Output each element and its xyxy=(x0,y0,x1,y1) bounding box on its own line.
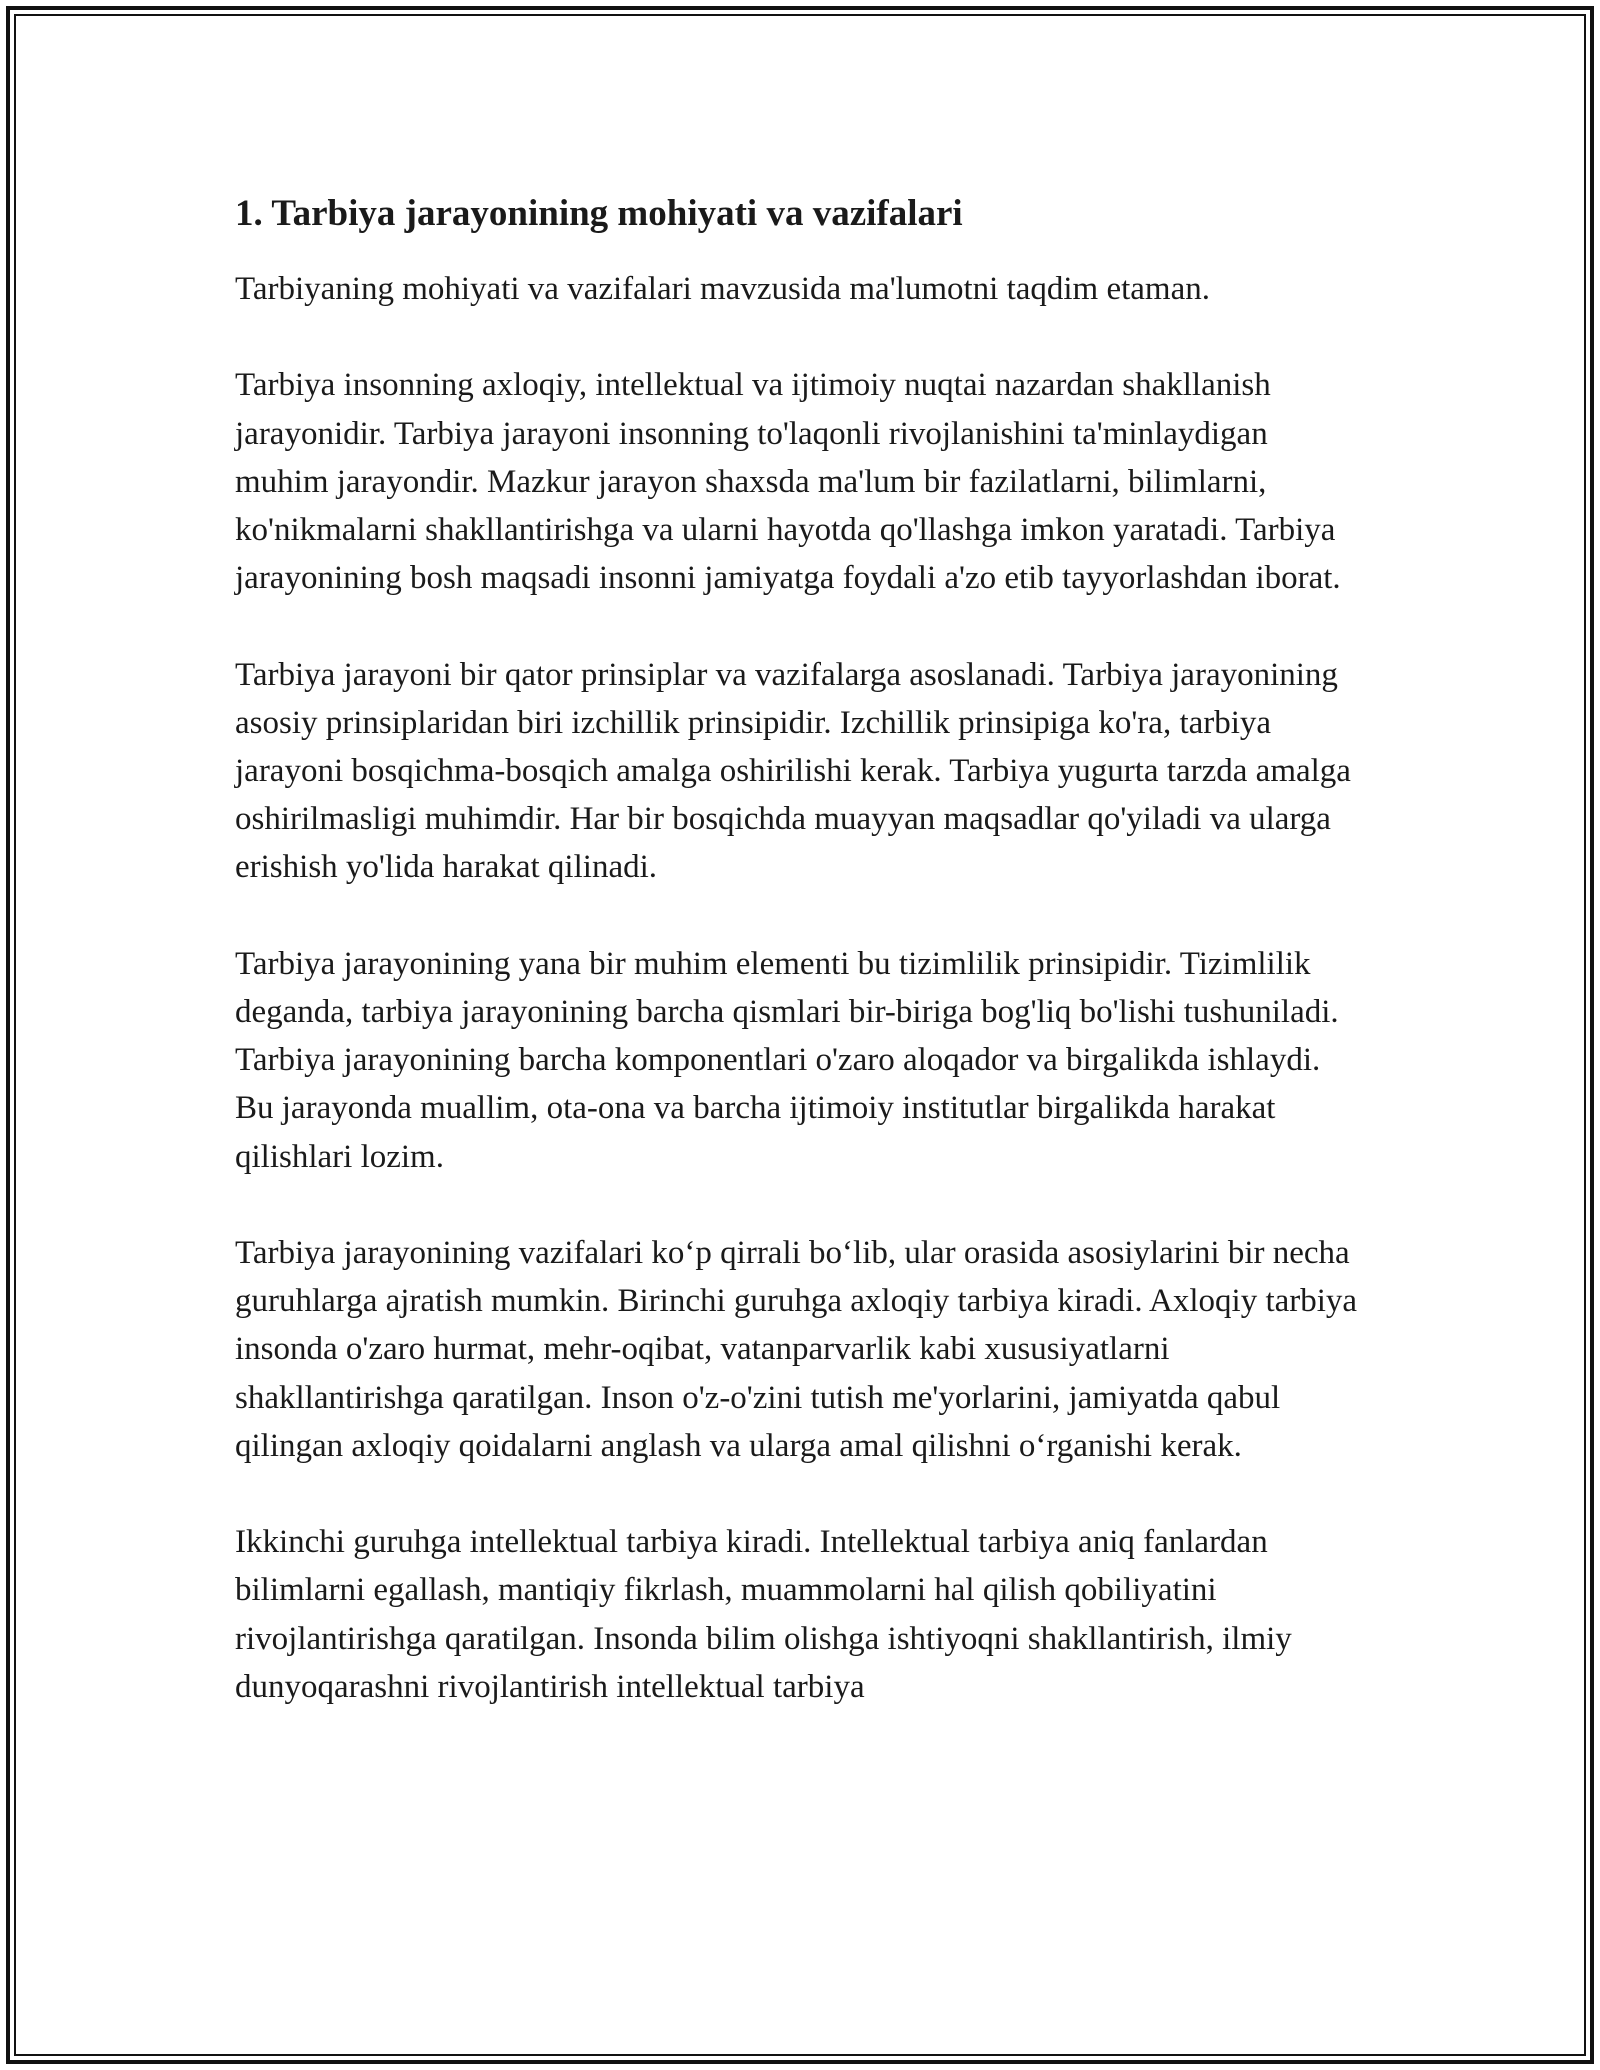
paragraph-intellectual-education: Ikkinchi guruhga intellektual tarbiya kiradi. Intellektual tarbiya aniq fanlardan bilimlarni egallash, mantiqiy fikrlash, muammolarni hal qilish qobiliyatini rivojlantirishga qaratilgan. Insonda bilim olishga ishtiyoqni shakllantirish, ilmiy dunyoqarashni rivojlantirish intellektual tarbiya xyxy=(235,1524,1292,1705)
paragraph-definition: Tarbiya insonning axloqiy, intellektual va ijtimoiy nuqtai nazardan shakllanish jarayonidir. Tarbiya jarayoni insonning to'laqonli rivojlanishini ta'minlaydigan muhim jarayondir. Mazkur jarayon shaxsda ma'lum bir fazilatlarni, bilimlarni, ko'nikmalarni shakllantirishga va ularni hayotda qo'llashga imkon yaratadi. Tarbiya jarayonining bosh maqsadi insonni jamiyatga foydali a'zo etib tayyorlashdan iborat. xyxy=(235,367,1341,597)
document-page xyxy=(235,185,1365,1759)
paragraph-principles: Tarbiya jarayoni bir qator prinsiplar va vazifalarga asoslanadi. Tarbiya jarayonining asosiy prinsiplaridan biri izchillik prinsipidir. Izchillik prinsipiga ko'ra, tarbiya jarayoni bosqichma-bosqich amalga oshirilishi kerak. Tarbiya yugurta tarzda amalga oshirilmasligi muhimdir. Har bir bosqichda muayyan maqsadlar qo'yiladi va ularga erishish yo'lida harakat qilinadi. xyxy=(235,656,1351,886)
paragraph-moral-education: Tarbiya jarayonining vazifalari ko‘p qirrali bo‘lib, ular orasida asosiylarini bir necha guruhlarga ajratish mumkin. Birinchi guruhga axloqiy tarbiya kiradi. Axloqiy tarbiya insonda o'zaro hurmat, mehr-oqibat, vatanparvarlik kabi xususiyatlarni shakllantirishga qaratilgan. Inson o'z-o'zini tutish me'yorlarini, jamiyatda qabul qilingan axloqiy qoidalarni anglash va ularga amal qilishni o‘rganishi kerak. xyxy=(235,1235,1358,1464)
paragraph-systemic: Tarbiya jarayonining yana bir muhim elementi bu tizimlilik prinsipidir. Tizimlilik deganda, tarbiya jarayonining barcha qismlari bir-biriga bog'liq bo'lishi tushuniladi. Tarbiya jarayonining barcha komponentlari o'zaro aloqador va birgalikda ishlaydi. Bu jarayonda muallim, ota-ona va barcha ijtimoiy institutlar birgalikda harakat qilishlari lozim. xyxy=(235,945,1339,1175)
document-title: 1. Tarbiya jarayonining mohiyati va vazifalari xyxy=(235,193,963,234)
paragraph-intro: Tarbiyaning mohiyati va vazifalari mavzusida ma'lumotni taqdim etaman. xyxy=(235,271,1210,307)
